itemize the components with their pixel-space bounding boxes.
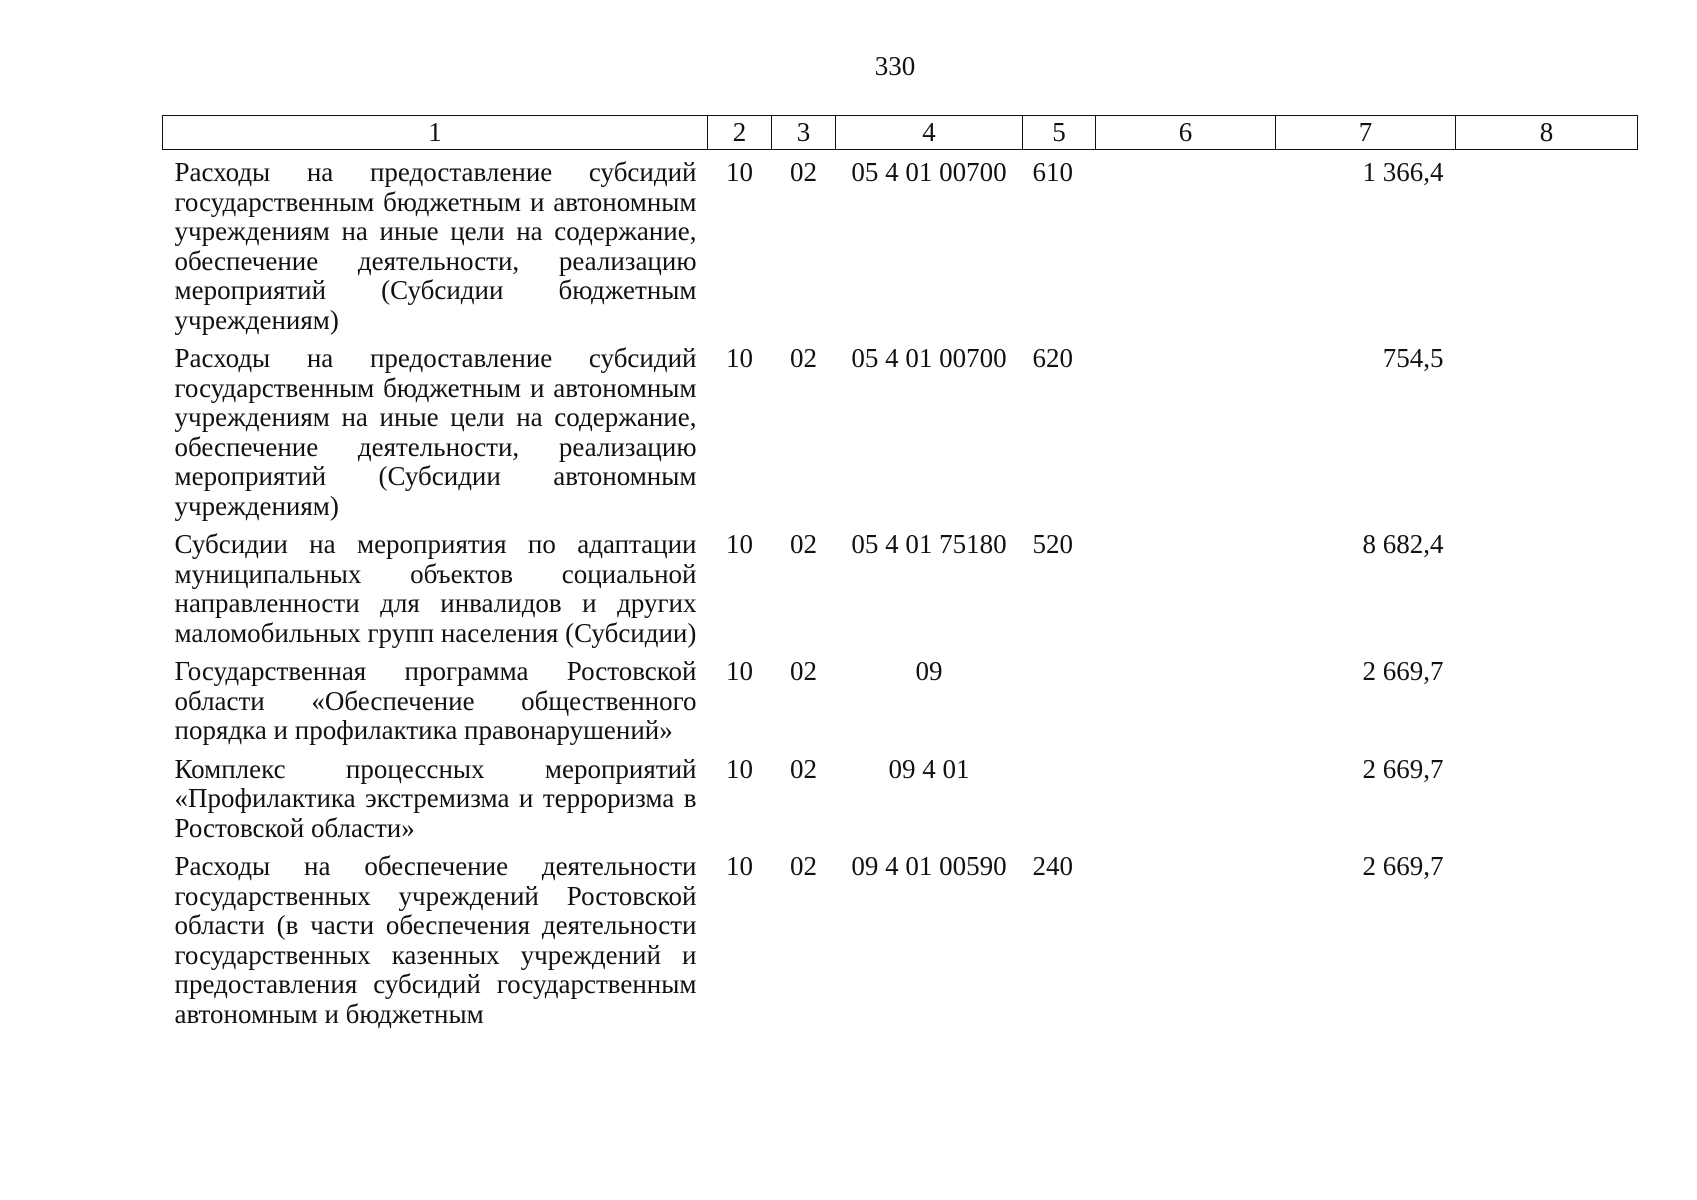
table-row — [163, 337, 1638, 523]
subsection-code: 02 — [790, 529, 817, 559]
amount-col-8 — [1456, 150, 1638, 338]
amount-col-7: 1 366,4 — [1362, 157, 1444, 187]
row-description: Государственная программа Ростовской области «Обеспечение общественного порядка и профилактика правонарушений» — [174, 656, 697, 745]
section-code: 10 — [726, 851, 753, 881]
expense-type-code — [1023, 748, 1096, 846]
header-row — [163, 116, 1638, 150]
column-header: 1 — [163, 116, 708, 150]
expense-type-code: 240 — [1032, 851, 1073, 881]
amount-col-8 — [1456, 650, 1638, 748]
section-code: 10 — [726, 157, 753, 187]
target-article-code: 09 4 01 — [888, 753, 970, 784]
amount-col-7: 754,5 — [1382, 343, 1444, 373]
column-header: 2 — [708, 116, 772, 150]
amount-col-6 — [1096, 748, 1276, 846]
column-header: 8 — [1456, 116, 1638, 150]
expense-type-code — [1023, 650, 1096, 748]
amount-col-7: 2 669,7 — [1362, 656, 1444, 686]
amount-col-6 — [1096, 150, 1276, 338]
column-header: 3 — [772, 116, 836, 150]
row-description: Комплекс процессных мероприятий «Профилактика экстремизма и терроризма в Ростовской области» — [174, 753, 697, 843]
budget-table — [162, 115, 1638, 1031]
section-code: 10 — [726, 656, 753, 686]
amount-col-8 — [1456, 845, 1638, 1031]
table-row — [163, 650, 1638, 748]
row-description: Субсидии на мероприятия по адаптации муниципальных объектов социальной направленности для инвалидов и других маломобильных групп населения (Субсидии) — [174, 529, 697, 648]
row-description: Расходы на обеспечение деятельности государственных учреждений Ростовской области (в части обеспечения деятельности государственных казенных учреждений и предоставления субсидий государственным автономным и бюджетным — [174, 851, 697, 1029]
row-description: Расходы на предоставление субсидий государственным бюджетным и автономным учреждениям на иные цели на содержание, обеспечение деятельности, реализацию мероприятий (Субсидии бюджетным учреждениям) — [174, 157, 697, 335]
expense-type-code: 520 — [1032, 529, 1073, 559]
target-article-code: 09 4 01 00590 — [851, 851, 1007, 881]
page-number: 330 — [874, 51, 916, 81]
target-article-code: 05 4 01 00700 — [851, 343, 1007, 373]
table-header — [163, 116, 1638, 150]
subsection-code: 02 — [790, 157, 817, 187]
amount-col-7: 8 682,4 — [1362, 529, 1444, 559]
section-code: 10 — [726, 753, 753, 784]
amount-col-8 — [1456, 523, 1638, 650]
column-header: 4 — [836, 116, 1023, 150]
amount-col-6 — [1096, 650, 1276, 748]
subsection-code: 02 — [790, 753, 817, 784]
target-article-code: 05 4 01 00700 — [851, 157, 1007, 187]
table-row — [163, 150, 1638, 338]
expense-type-code: 620 — [1032, 343, 1073, 373]
amount-col-6 — [1096, 523, 1276, 650]
section-code: 10 — [726, 343, 753, 373]
column-header: 6 — [1096, 116, 1276, 150]
table-row — [163, 523, 1638, 650]
table-row — [163, 845, 1638, 1031]
amount-col-8 — [1456, 337, 1638, 523]
row-description: Расходы на предоставление субсидий государственным бюджетным и автономным учреждениям на иные цели на содержание, обеспечение деятельности, реализацию мероприятий (Субсидии автономным учреждениям) — [174, 343, 697, 521]
amount-col-6 — [1096, 845, 1276, 1031]
expense-type-code: 610 — [1032, 157, 1073, 187]
amount-col-7: 2 669,7 — [1362, 753, 1444, 784]
table-row — [163, 748, 1638, 846]
target-article-code: 05 4 01 75180 — [851, 529, 1007, 559]
amount-col-8 — [1456, 748, 1638, 846]
column-header: 7 — [1276, 116, 1456, 150]
column-header: 5 — [1023, 116, 1096, 150]
target-article-code: 09 — [915, 656, 943, 686]
subsection-code: 02 — [790, 343, 817, 373]
subsection-code: 02 — [790, 656, 817, 686]
subsection-code: 02 — [790, 851, 817, 881]
amount-col-6 — [1096, 337, 1276, 523]
section-code: 10 — [726, 529, 753, 559]
amount-col-7: 2 669,7 — [1362, 851, 1444, 881]
